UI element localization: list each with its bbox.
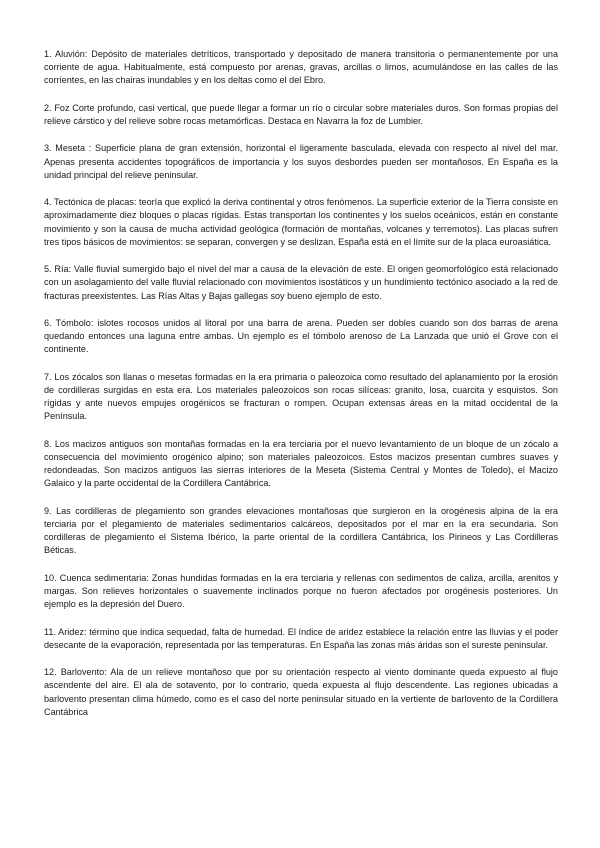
entry-term: 8. Los macizos antiguos: [44, 438, 144, 449]
glossary-entry-aluvion: [44, 48, 558, 88]
entry-definition: Ala de un relieve montañoso que por su orientación respecto al viento dominante queda expuesto al flujo ascendente del aire. El ala de sotavento, por lo contrario, queda expuesta al flujo descendente. Las regiones ubicadas a barlovento presentan clima húmedo, como es el caso del norte peninsular situado en la vertiente de barlovento de la Cordillera Cantábrica: [44, 667, 558, 717]
glossary-entry-aridez: [44, 626, 558, 652]
entry-definition: Superficie plana de gran extensión, horizontal el ligeramente basculada, elevada con respecto al nivel del mar. Apenas presenta accidentes topográficos de importancia y los suyos desbordes pueden ser montañosos. En España es la unidad principal del relieve peninsular.: [44, 143, 558, 180]
glossary-entry-zocalos: [44, 371, 558, 424]
entry-definition: islotes rocosos unidos al litoral por una barra de arena. Pueden ser dobles cuando son dos barras de arena quedando entonces una laguna entre ambas. Un ejemplo es el tómbolo arenoso de La Lanzada que unió el Grove con el continente.: [44, 317, 558, 355]
entry-term: 9. Las cordilleras de plegamiento: [44, 505, 186, 516]
entry-term: 3. Meseta :: [44, 143, 92, 154]
entry-term: 1. Aluvión:: [44, 49, 88, 59]
entry-definition: son llanas o mesetas formadas en la era primaria o paleozoica como resultado del aplanamiento por la erosión de cordilleras surgidas en esta era. Los materiales paleozoicos son rocas silíceas: granito, losa, cuarcita y esquistos. Son rígidas y ante nuevos empujes orogénicos se fracturan o rompen. Ocupan extensas áreas en la mitad occidental de la Península.: [44, 371, 558, 422]
glossary-entry-meseta: [44, 142, 558, 182]
glossary-entry-macizos-antiguos: [44, 438, 558, 491]
entry-term: 11. Aridez:: [44, 626, 87, 637]
glossary-entry-barlovento: [44, 666, 558, 719]
glossary-entry-cordilleras-plegamiento: [44, 505, 558, 558]
entry-definition: teoría que explicó la deriva continental y otros fenómenos. La superficie exterior de la Tierra consiste en aproximadamente diez bloques o placas rígidas. Estas transportan los continentes y los suelos oceánicos, están en constante movimiento y son la causa de mucha actividad geológica (formación de montañas, volcanes y terremotos). Las placas sufren tres tipos básicos de movimientos: se separan, convergen y se deslizan. España está en el límite sur de la placa euroasiática.: [44, 197, 558, 247]
entry-definition: Valle fluvial sumergido bajo el nivel del mar a causa de la elevación de este. El origen geomorfológico está relacionado con un asolagamiento del valle fluvial relacionado con movimientos isostáticos y un hundimiento tectónico asociado a la red de fracturas preexistentes. Las Rías Altas y Bajas gallegas soy bueno ejemplo de esto.: [44, 264, 558, 301]
entry-term: 12. Barlovento:: [44, 667, 107, 678]
entry-term: 10. Cuenca sedimentaria:: [44, 572, 149, 583]
entry-term: 5. Ría:: [44, 264, 72, 275]
glossary-entry-tectonica: [44, 196, 558, 249]
entry-definition: término que indica sequedad, falta de humedad. El índice de aridez establece la relación entre las lluvias y el poder desecante de la evaporación, representada por las temperaturas. En España las zonas más áridas son el sureste peninsular.: [44, 626, 559, 650]
glossary-entry-ria: [44, 263, 558, 303]
entry-term: 7. Los zócalos: [44, 371, 103, 382]
entry-definition: son montañas formadas en la era terciaria por el nuevo levantamiento de un bloque de un zócalo a consecuencia del movimiento orogénico alpino; son materiales paleozoicos. Estos macizos presentan cumbres suaves y redondeadas. Son macizos antiguos las sierras interiores de la Meseta (Sistema Central y Montes de Toledo), el Macizo Galaico y la parte occidental de la Cordillera Cantábrica.: [44, 438, 559, 489]
glossary-entry-tombolo: [44, 317, 558, 357]
entry-term: 4. Tectónica de placas:: [44, 197, 137, 208]
document-page: [44, 48, 558, 733]
entry-definition: son grandes elevaciones montañosas que surgieron en la orogénesis alpina de la era terciaria por el plegamiento de materiales sedimentarios calcáreos, depositados por el mar en la era secundaria. Son cordilleras de plegamiento el Sistema Ibérico, la parte oriental de la cordillera Cantábrica, los Pirineos y Las Cordilleras Béticas.: [44, 505, 558, 556]
glossary-entry-cuenca-sedimentaria: [44, 572, 558, 612]
entry-definition: Corte profundo, casi vertical, que puede llegar a formar un río o circular sobre materiales duros. Son formas propias del relieve cárstico y del relieve sobre rocas metamórficas. Destaca en Navarra la foz de Lumbier.: [44, 102, 558, 126]
glossary-entry-foz: [44, 102, 558, 128]
entry-term: 2. Foz: [44, 102, 70, 113]
entry-definition: Depósito de materiales detríticos, transportado y depositado de manera transitoria o permanentemente por una corriente de agua. Habitualmente, está compuesto por arenas, gravas, arcillas o limos, acumulándose en las calles de las corrientes, en las chairas inundables y en los deltas como el del Ebro.: [44, 49, 558, 86]
entry-definition: Zonas hundidas formadas en la era terciaria y rellenas con sedimentos de caliza, arcilla, arenitos y margas. Son relieves horizontales o suavemente inclinados porque no fueron afectados por orogénesis posteriores. Un ejemplo es la depresión del Duero.: [44, 572, 558, 610]
entry-term: 6. Tómbolo:: [44, 317, 94, 328]
